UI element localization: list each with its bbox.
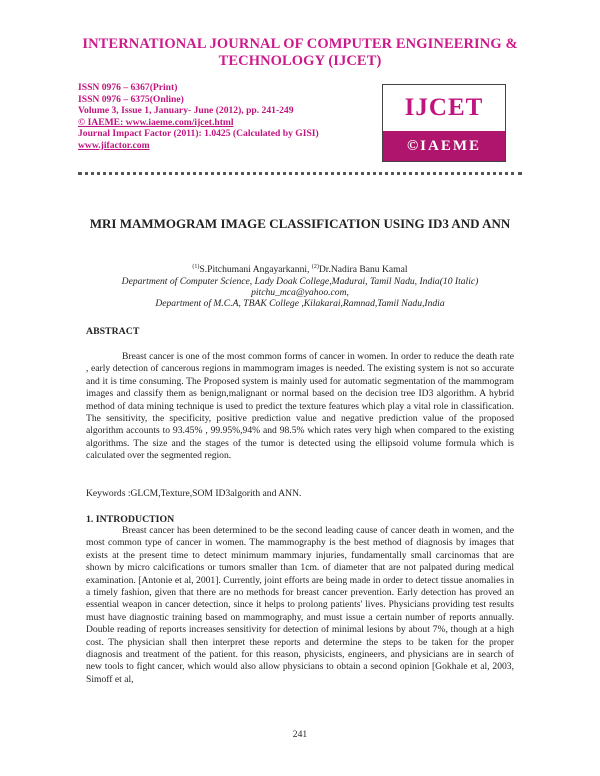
abstract-heading: ABSTRACT	[86, 326, 140, 337]
affiliation-1: Department of Computer Science, Lady Doak College,Madurai, Tamil Nadu, India(10 Italic)	[121, 275, 479, 287]
logo-iaeme-text: ©IAEME	[383, 131, 505, 161]
keywords: Keywords :GLCM,Texture,SOM ID3algorith and ANN.	[86, 488, 302, 499]
author-line	[86, 262, 514, 276]
author-email: pitchu_mca@yahoo.com,	[251, 287, 349, 298]
affiliation-2: Department of M.C.A, TBAK College ,Kilakarai,Ramnad,Tamil Nadu,India	[155, 298, 445, 310]
author1-name: S.Pitchumani Angayarkanni,	[199, 264, 310, 276]
journal-title: INTERNATIONAL JOURNAL OF COMPUTER ENGINEERING & TECHNOLOGY (IJCET)	[82, 36, 518, 69]
author2-name: Dr.Nadira Banu Kamal	[318, 264, 408, 276]
author1-marker: (1)	[192, 264, 200, 270]
logo-ijcet-text: IJCET	[404, 94, 484, 121]
paper-title: MRI MAMMOGRAM IMAGE CLASSIFICATION USING ID3 AND ANN	[89, 216, 511, 231]
iaeme-link[interactable]: © IAEME: www.iaeme.com/ijcet.html	[78, 116, 234, 128]
introduction-text: Breast cancer has been determined to be the second leading cause of cancer death in women, and the most common type of cancer in women. The mammography is the best method of diagnosis by images that exists at the present time to detect minimum mammary injuries, fundamentally small carcinomas that are shown by micro calcifications or tumors smaller than 1cm. of diameter that are not palpated during medical examination. [Antonie et al, 2001]. Currently, joint efforts are being made in order to detect tissue anomalies in a timely fashion, given that there are no methods for breast cancer prevention. Early detection has proved an essential weapon in cancer detection, since it helps to prolong patients' lives. Physicians providing test results must have diagnostic training based on mammography, and must issue a certain number of reports annually. Double reading of reports increases sensitivity for detection of minimal lesions by about 7%, though at a high cost. The physician shall then interpret these reports and determine the steps to be taken for the proper diagnosis and treatment of the patient. for this reason, physicists, engineers, and physicians are in search of new tools to fight cancer, which would also allow physicians to obtain a second opinion [Gokhale et al, 2003, Simoff et al,	[86, 525, 514, 685]
jifactor-link[interactable]: www.jifactor.com	[78, 139, 150, 151]
ijcet-logo	[382, 84, 506, 162]
impact-factor: Journal Impact Factor (2011): 1.0425 (Calculated by GISI)	[78, 128, 319, 140]
author-block	[86, 262, 514, 310]
issn-print: ISSN 0976 – 6367(Print)	[78, 82, 178, 93]
issn-online: ISSN 0976 – 6375(Online)	[78, 93, 184, 105]
header-divider	[78, 172, 522, 175]
volume-issue: Volume 3, Issue 1, January- June (2012), pp. 241-249	[78, 105, 294, 117]
page-number: 241	[292, 729, 308, 740]
introduction-heading: 1. INTRODUCTION	[86, 514, 175, 525]
author2-marker: (2)	[311, 264, 319, 270]
journal-meta	[78, 82, 378, 152]
abstract-text: Breast cancer is one of the most common forms of cancer in women. In order to reduce the death rate , early detection of cancerous regions in mammogram images is needed. The existing system is not so accurate and it is time consuming. The Proposed system is mainly used for automatic segmentation of the mammogram images and classify them as benign,malignant or normal based on the decision tree ID3 algorithm. A hybrid method of data mining technique is used to predict the texture features which play a vital role in classification. The sensitivity, the specificity, positive prediction value and negative prediction value of the proposed algorithm accounts to 93.45% , 99.95%,94% and 98.5% which rates very high when compared to the existing algorithms. The size and the stages of the tumor is detected using the ellipsoid volume formula which is calculated over the segmented region.	[86, 351, 514, 462]
